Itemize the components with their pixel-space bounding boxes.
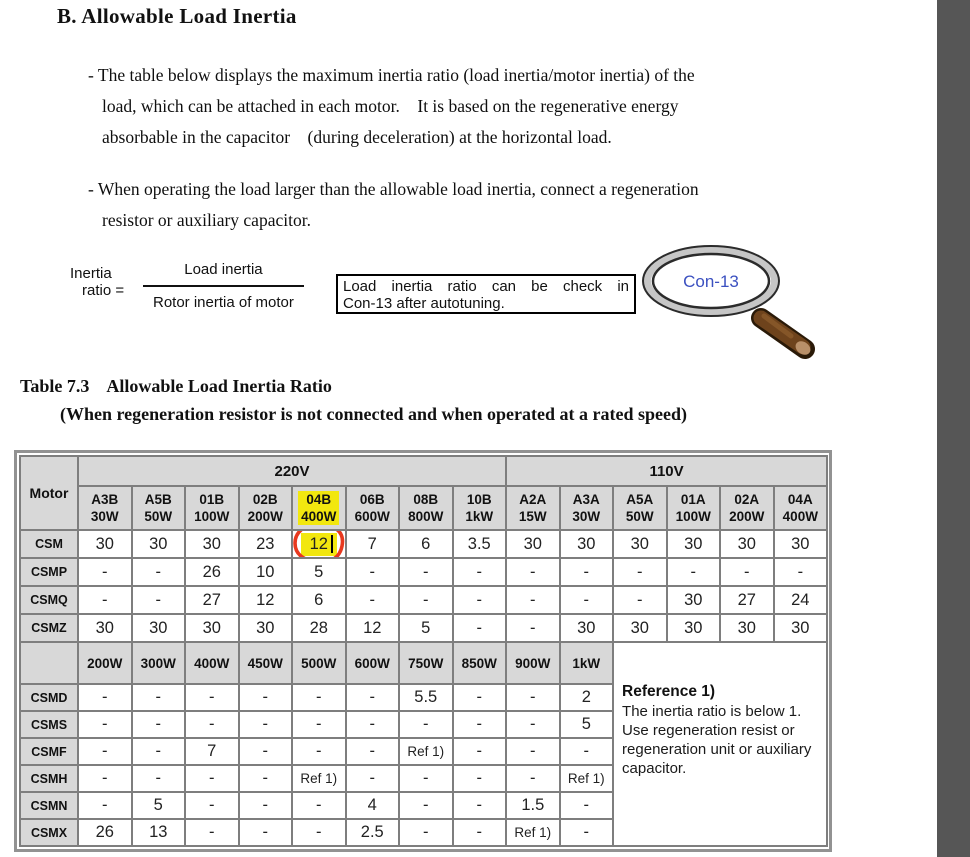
table-cell: 5 — [132, 792, 186, 819]
note-line: Con-13 after autotuning. — [343, 295, 505, 312]
table-cell: 12 — [346, 614, 400, 642]
table-header-row — [20, 642, 827, 684]
table-cell: 30 — [720, 530, 774, 558]
table-cell: - — [399, 711, 453, 738]
table-cell: 23 — [239, 530, 293, 558]
column-header-text — [561, 491, 613, 525]
table-cell: Ref 1) — [506, 819, 560, 846]
column-header-text — [133, 491, 185, 525]
table-cell: 30 — [185, 614, 239, 642]
fraction-numerator: Load inertia — [184, 261, 263, 278]
table-cell: 3.5 — [453, 530, 507, 558]
table-cell: - — [506, 711, 560, 738]
table-cell: 30 — [239, 614, 293, 642]
table-cell: - — [346, 711, 400, 738]
table-cell: Ref 1) — [292, 765, 346, 792]
column-header — [185, 486, 239, 530]
table-cell: - — [239, 792, 293, 819]
paragraph-line: - The table below displays the maximum inertia ratio (load inertia/motor inertia) of the — [88, 65, 695, 85]
table-cell: 2.5 — [346, 819, 400, 846]
column-header-text — [721, 491, 773, 525]
column-header-watt — [292, 642, 346, 684]
column-header — [132, 486, 186, 530]
table-cell: 30 — [613, 530, 667, 558]
table-cell: Ref 1) — [560, 765, 614, 792]
header-watt: 15W — [518, 509, 547, 524]
table-caption-line: (When regeneration resistor is not connected and when operated at a rated speed) — [60, 404, 687, 424]
reference-title: Reference 1) — [622, 683, 716, 700]
header-code: A2A — [519, 492, 547, 507]
table-cell: - — [667, 558, 721, 586]
table-cell: - — [292, 792, 346, 819]
header-watt: 1kW — [572, 655, 601, 671]
table-cell: - — [132, 711, 186, 738]
row-header: CSMF — [20, 738, 78, 765]
fraction-denominator: Rotor inertia of motor — [143, 285, 304, 311]
column-header — [292, 486, 346, 530]
table-cell: - — [185, 792, 239, 819]
header-watt: 900W — [515, 655, 551, 671]
table-cell: - — [560, 586, 614, 614]
header-watt: 450W — [247, 655, 283, 671]
column-header — [774, 486, 828, 530]
table-cell: - — [185, 819, 239, 846]
table-cell: - — [506, 765, 560, 792]
column-header-text — [507, 491, 559, 525]
header-watt: 600W — [354, 655, 390, 671]
header-code: 04A — [787, 492, 813, 507]
table-cell: - — [78, 792, 132, 819]
table-cell: 30 — [667, 614, 721, 642]
table-cell: - — [185, 684, 239, 711]
table-cell: 30 — [613, 614, 667, 642]
table-cell: - — [132, 738, 186, 765]
header-code: 06B — [359, 492, 385, 507]
column-header-text — [240, 491, 292, 525]
table-cell: - — [453, 819, 507, 846]
table-cell: - — [453, 792, 507, 819]
table-cell: 30 — [560, 530, 614, 558]
column-header-text — [298, 491, 339, 525]
table-cell: - — [239, 684, 293, 711]
reference-line: capacitor. — [622, 760, 687, 777]
column-header-text — [454, 491, 506, 525]
inertia-ratio-fraction — [143, 261, 304, 311]
table-cell: 26 — [78, 819, 132, 846]
column-header — [560, 486, 614, 530]
table-cell: - — [239, 765, 293, 792]
row-header: CSMQ — [20, 586, 78, 614]
table-cell: - — [239, 738, 293, 765]
table-cell: 4 — [346, 792, 400, 819]
magnifier-icon — [633, 246, 823, 361]
table-cell: 30 — [774, 530, 828, 558]
table-cell: 2 — [560, 684, 614, 711]
column-header — [506, 486, 560, 530]
paragraph-line: absorbable in the capacitor (during deceleration) at the horizontal load. — [102, 127, 612, 147]
table-cell: - — [239, 819, 293, 846]
header-watt: 100W — [194, 509, 230, 524]
table-cell: - — [613, 558, 667, 586]
table-cell: - — [506, 614, 560, 642]
row-header: CSMS — [20, 711, 78, 738]
column-header — [453, 486, 507, 530]
row-header: CSMZ — [20, 614, 78, 642]
table-cell: - — [506, 684, 560, 711]
table-cell: 5 — [399, 614, 453, 642]
table-cell: - — [399, 558, 453, 586]
table-cell: - — [506, 738, 560, 765]
row-header: CSMX — [20, 819, 78, 846]
table-cell: - — [453, 711, 507, 738]
table-cell: - — [399, 765, 453, 792]
motor-column-header: Motor — [20, 456, 78, 530]
table-cell: - — [292, 738, 346, 765]
row-header: CSMP — [20, 558, 78, 586]
header-watt: 200W — [247, 509, 283, 524]
table-header-row — [20, 456, 827, 486]
table-cell: - — [239, 711, 293, 738]
column-header-watt — [453, 642, 507, 684]
column-header-text — [400, 491, 452, 525]
column-header — [399, 486, 453, 530]
header-code: A5B — [144, 492, 172, 507]
column-header-text — [614, 491, 666, 525]
table-cell: - — [185, 765, 239, 792]
table-cell: 7 — [185, 738, 239, 765]
table-cell: - — [78, 558, 132, 586]
table-cell: - — [78, 765, 132, 792]
header-watt: 100W — [675, 509, 711, 524]
table-cell: - — [132, 586, 186, 614]
header-code: 10B — [466, 492, 492, 507]
table-cell: - — [346, 558, 400, 586]
header-watt: 400W — [301, 508, 337, 524]
table-cell: - — [453, 614, 507, 642]
header-watt: 400W — [782, 509, 818, 524]
table-cell: 6 — [399, 530, 453, 558]
header-code: 02A — [734, 492, 760, 507]
header-code: 04B — [306, 491, 332, 507]
table-cell: - — [506, 586, 560, 614]
column-header-watt — [132, 642, 186, 684]
table-cell: - — [399, 819, 453, 846]
reference-note — [613, 642, 827, 846]
header-watt: 500W — [301, 655, 337, 671]
column-header — [613, 486, 667, 530]
table-cell: - — [132, 684, 186, 711]
header-watt: 30W — [90, 509, 119, 524]
table-cell: 10 — [239, 558, 293, 586]
note-line: Load inertia ratio can be check in — [343, 278, 629, 295]
table-cell: - — [346, 684, 400, 711]
table-cell: - — [78, 738, 132, 765]
header-code: A3B — [91, 492, 119, 507]
table-cell: 30 — [720, 614, 774, 642]
inertia-ratio-label — [70, 265, 124, 299]
table-cell: - — [292, 819, 346, 846]
table-caption — [20, 372, 687, 428]
row-header: CSMH — [20, 765, 78, 792]
table-cell: 26 — [185, 558, 239, 586]
table-row — [20, 530, 827, 558]
empty-corner-cell — [20, 642, 78, 684]
column-header-text — [79, 491, 131, 525]
table-cell: - — [399, 586, 453, 614]
row-header: CSMD — [20, 684, 78, 711]
page-edge-strip — [937, 0, 970, 857]
table-cell: - — [453, 765, 507, 792]
table-cell: 5 — [292, 558, 346, 586]
table-cell: 30 — [132, 530, 186, 558]
table-cell: - — [132, 558, 186, 586]
row-header: CSMN — [20, 792, 78, 819]
table-cell: - — [78, 684, 132, 711]
table-cell: 5.5 — [399, 684, 453, 711]
table-cell: - — [774, 558, 828, 586]
table-cell: - — [560, 819, 614, 846]
table-cell: - — [560, 792, 614, 819]
formula-lhs-line: Inertia — [70, 265, 112, 282]
header-watt: 200W — [87, 655, 123, 671]
table-cell: - — [399, 792, 453, 819]
table-cell: - — [453, 558, 507, 586]
table-cell: 30 — [667, 530, 721, 558]
table-caption-line: Table 7.3 Allowable Load Inertia Ratio — [20, 376, 332, 396]
table-cell: 24 — [774, 586, 828, 614]
column-header-watt — [185, 642, 239, 684]
table-cell: 7 — [346, 530, 400, 558]
paragraph-regeneration — [88, 174, 699, 236]
table-cell: - — [506, 558, 560, 586]
column-header — [667, 486, 721, 530]
paragraph-line: load, which can be attached in each motor. It is based on the regenerative energy — [102, 96, 679, 116]
table-cell: - — [185, 711, 239, 738]
inertia-table-frame — [14, 450, 832, 852]
voltage-group-110v: 110V — [506, 456, 827, 486]
table-cell: 27 — [720, 586, 774, 614]
header-code: 01B — [199, 492, 225, 507]
header-watt: 30W — [572, 509, 601, 524]
column-header-text — [186, 491, 238, 525]
column-header-watt — [78, 642, 132, 684]
reference-line: The inertia ratio is below 1. — [622, 703, 802, 720]
header-watt: 600W — [354, 509, 390, 524]
table-cell: 28 — [292, 614, 346, 642]
section-title: B. Allowable Load Inertia — [57, 4, 297, 28]
reference-line: regeneration unit or auxiliary — [622, 741, 812, 758]
row-header: CSM — [20, 530, 78, 558]
table-cell: - — [292, 711, 346, 738]
header-watt: 300W — [140, 655, 176, 671]
table-cell — [292, 530, 346, 558]
header-watt: 1kW — [465, 509, 494, 524]
voltage-group-220v: 220V — [78, 456, 506, 486]
column-header-text — [775, 491, 827, 525]
table-cell: 12 — [239, 586, 293, 614]
table-row — [20, 558, 827, 586]
table-cell: - — [720, 558, 774, 586]
table-cell: - — [292, 684, 346, 711]
table-cell: - — [560, 738, 614, 765]
table-cell: - — [560, 558, 614, 586]
table-row — [20, 614, 827, 642]
table-cell: 30 — [560, 614, 614, 642]
table-cell: - — [78, 711, 132, 738]
table-cell: - — [453, 586, 507, 614]
column-header-watt — [399, 642, 453, 684]
column-header-watt — [560, 642, 614, 684]
header-code: A5A — [626, 492, 654, 507]
note-box — [336, 274, 636, 314]
table-cell: Ref 1) — [399, 738, 453, 765]
table-cell: 30 — [667, 586, 721, 614]
table-cell: - — [453, 684, 507, 711]
paragraph-inertia-ratio — [88, 60, 695, 153]
text-caret — [331, 535, 333, 553]
formula-lhs-line: ratio = — [82, 282, 125, 299]
column-header — [78, 486, 132, 530]
table-cell: - — [132, 765, 186, 792]
paragraph-line: - When operating the load larger than the allowable load inertia, connect a regeneration — [88, 179, 699, 199]
table-cell: - — [613, 586, 667, 614]
table-cell: - — [453, 738, 507, 765]
reference-line: Use regeneration resist or — [622, 722, 795, 739]
table-cell: 30 — [774, 614, 828, 642]
table-cell: 30 — [132, 614, 186, 642]
table-cell: - — [346, 765, 400, 792]
magnifier-label: Con-13 — [683, 272, 739, 291]
header-watt: 50W — [144, 509, 173, 524]
table-cell: 5 — [560, 711, 614, 738]
header-watt: 50W — [625, 509, 654, 524]
table-cell: 30 — [78, 530, 132, 558]
header-code: 02B — [252, 492, 278, 507]
paragraph-line: resistor or auxiliary capacitor. — [102, 210, 311, 230]
table-cell: 1.5 — [506, 792, 560, 819]
table-cell: 27 — [185, 586, 239, 614]
table-cell: - — [346, 738, 400, 765]
table-cell: - — [346, 586, 400, 614]
table-cell: 30 — [185, 530, 239, 558]
header-code: 08B — [413, 492, 439, 507]
column-header — [720, 486, 774, 530]
table-cell: 6 — [292, 586, 346, 614]
column-header-watt — [346, 642, 400, 684]
header-watt: 850W — [461, 655, 497, 671]
column-header-text — [347, 491, 399, 525]
column-header — [346, 486, 400, 530]
column-header-watt — [239, 642, 293, 684]
table-cell: 30 — [506, 530, 560, 558]
header-watt: 200W — [729, 509, 765, 524]
allowable-load-inertia-table — [19, 455, 828, 847]
header-code: A3A — [572, 492, 600, 507]
header-watt: 800W — [408, 509, 444, 524]
header-code: 01A — [680, 492, 706, 507]
table-header-row — [20, 486, 827, 530]
table-row — [20, 586, 827, 614]
highlighted-value: 12 — [301, 533, 337, 556]
column-header-watt — [506, 642, 560, 684]
table-cell: 13 — [132, 819, 186, 846]
column-header-text — [668, 491, 720, 525]
header-watt: 400W — [194, 655, 230, 671]
column-header — [239, 486, 293, 530]
table-cell: - — [78, 586, 132, 614]
table-cell: 30 — [78, 614, 132, 642]
header-watt: 750W — [408, 655, 444, 671]
